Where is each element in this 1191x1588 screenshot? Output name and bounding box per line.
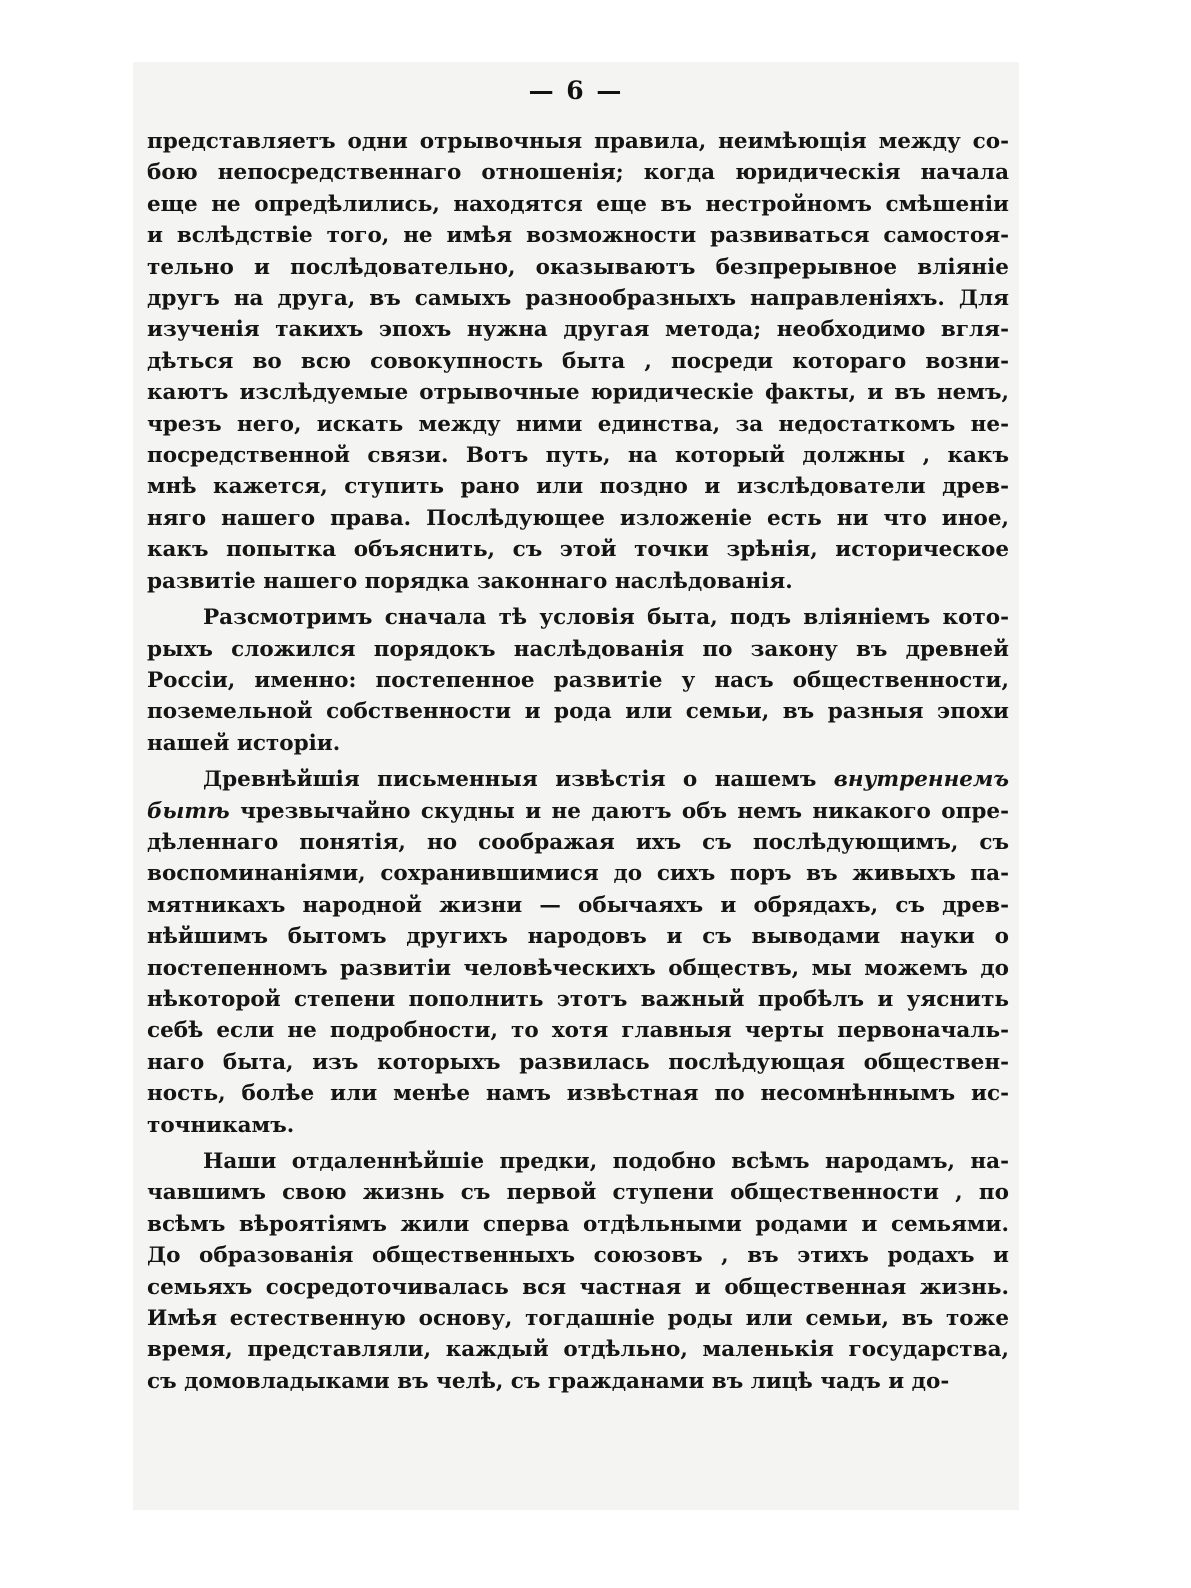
text-line: изученія такихъ эпохъ нужна другая метода; необходимо вгля- (147, 317, 1009, 343)
paragraph (147, 126, 1009, 597)
text-line: дѣленнаго понятія, но соображая ихъ съ послѣдующимъ, съ (147, 829, 1009, 855)
text-line: постепенномъ развитіи человѣческихъ обществъ, мы можемъ до (147, 955, 1009, 981)
text-line: точникамъ. (147, 1112, 295, 1138)
paragraph (147, 764, 1009, 1141)
text-line: поземельной собственности и рода или семьи, въ разныя эпохи (147, 699, 1009, 725)
text-line: Россіи, именно: постепенное развитіе у насъ общественности, (147, 667, 1009, 693)
paragraph (147, 1146, 1009, 1397)
text-line: еще не опредѣлились, находятся еще въ нестройномъ смѣшеніи (147, 191, 1009, 217)
text-line: мнѣ кажется, ступить рано или поздно и изслѣдователи древ- (147, 474, 1009, 500)
text-line: Имѣя естественную основу, тогдашніе роды или семьи, въ тоже (147, 1306, 1009, 1332)
text-line: Наши отдаленнѣйшіе предки, подобно всѣмъ народамъ, на- (203, 1149, 1009, 1174)
text-line: няго нашего права. Послѣдующее изложеніе есть ни что иное, (147, 505, 1009, 531)
text-line: бытѣ чрезвычайно скудны и не даютъ объ немъ никакого опре- (147, 798, 1009, 824)
text-line: съ домовладыками въ челѣ, съ гражданами въ лицѣ чадъ и до- (147, 1368, 950, 1394)
italic-term: внутреннемъ (833, 767, 1009, 793)
text-line: представляетъ одни отрывочныя правила, неимѣющія между со- (147, 129, 1009, 154)
text-line: бою непосредственнаго отношенія; когда юридическія начала (147, 160, 1009, 186)
text-line: воспоминаніями, сохранившимися до сихъ поръ въ живыхъ па- (147, 861, 1009, 887)
text-line: себѣ если не подробности, то хотя главныя черты первоначаль- (147, 1018, 1009, 1044)
text-line: мятникахъ народной жизни — обычаяхъ и обрядахъ, съ древ- (147, 892, 1009, 918)
text-line: тельно и послѣдовательно, оказываютъ безпрерывное вліяніе (147, 254, 1009, 280)
text-line: Разсмотримъ сначала тѣ условія быта, подъ вліяніемъ кото- (203, 605, 1009, 631)
book-page (133, 62, 1019, 1510)
text-line: всѣмъ вѣроятіямъ жили сперва отдѣльными родами и семьями. (147, 1211, 1009, 1237)
text-line: нѣкоторой степени пополнить этотъ важный пробѣлъ и уяснить (147, 986, 1009, 1012)
text-line: какъ попытка объяснить, съ этой точки зрѣнія, историческое (147, 537, 1009, 563)
text-line: посредственной связи. Вотъ путь, на который должны , какъ (147, 443, 1009, 469)
paragraph (147, 602, 1009, 759)
text-line: дѣться во всю совокупность быта , посреди котораго возни- (147, 348, 1009, 374)
text-line: чавшимъ свою жизнь съ первой ступени общественности , по (147, 1180, 1009, 1206)
text-line: Древнѣйшія письменныя извѣстія о нашемъ внутреннемъ (203, 767, 1009, 793)
text-line: нѣйшимъ бытомъ другихъ народовъ и съ выводами науки о (147, 924, 1009, 950)
page-text (147, 126, 1009, 1402)
text-line: развитіе нашего порядка законнаго наслѣдованія. (147, 568, 793, 594)
text-line: нашей исторіи. (147, 730, 341, 756)
text-line: другъ на друга, въ самыхъ разнообразныхъ направленіяхъ. Для (147, 286, 1009, 312)
text-line: До образованія общественныхъ союзовъ , въ этихъ родахъ и (147, 1243, 1009, 1269)
page-number: — 6 — (528, 76, 624, 105)
text-line: и вслѣдствіе того, не имѣя возможности развиваться самостоя- (147, 223, 1009, 249)
text-line: семьяхъ сосредоточивалась вся частная и общественная жизнь. (147, 1274, 1009, 1300)
text-line: наго быта, изъ которыхъ развилась послѣдующая обществен- (147, 1049, 1009, 1075)
text-line: рыхъ сложился порядокъ наслѣдованія по закону въ древней (147, 636, 1009, 662)
text-line: ность, болѣе или менѣе намъ извѣстная по несомнѣннымъ ис- (147, 1081, 1009, 1107)
text-line: время, представляли, каждый отдѣльно, маленькія государства, (147, 1337, 1009, 1363)
italic-term: бытѣ (147, 798, 230, 824)
text-line: каютъ изслѣдуемые отрывочные юридическіе факты, и въ немъ, (147, 380, 1009, 406)
text-line: чрезъ него, искать между ними единства, за недостаткомъ не- (147, 411, 1009, 437)
